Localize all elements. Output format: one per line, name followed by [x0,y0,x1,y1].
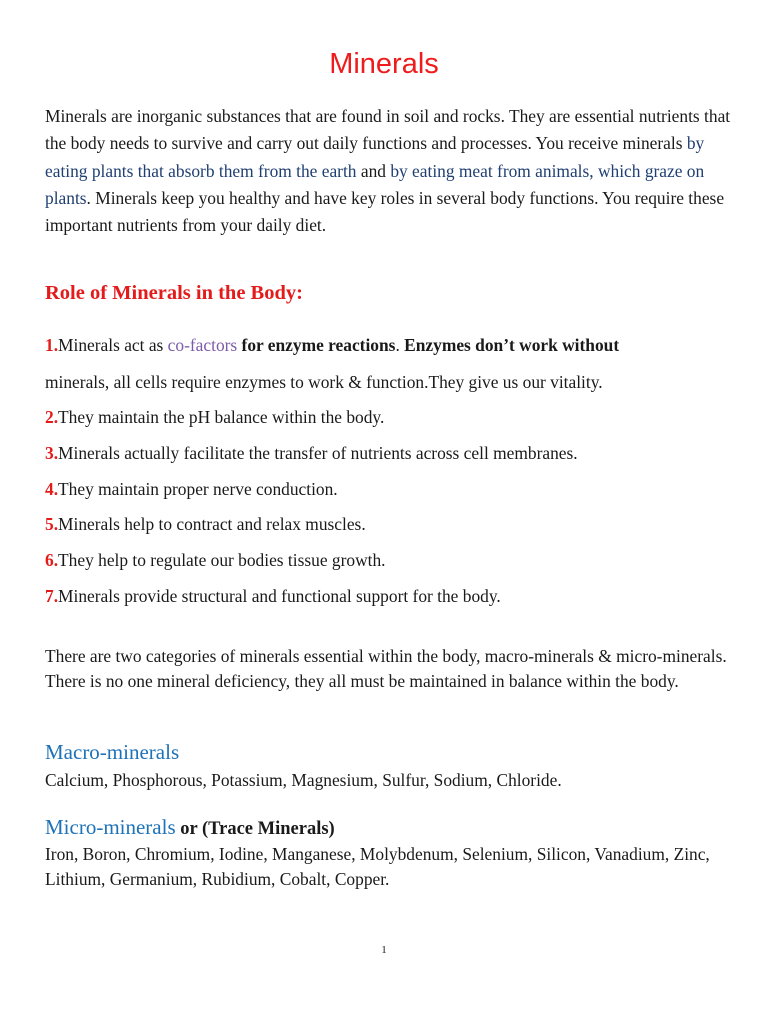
intro-text-2: and [356,160,391,181]
role-number: 6. [45,550,59,570]
role-text: Minerals help to contract and relax muscles. [58,514,366,534]
role-number: 3. [45,443,59,463]
role-number: 1. [45,335,59,355]
role-text: They maintain proper nerve conduction. [58,479,338,499]
role-text: They maintain the pH balance within the body. [58,407,385,427]
trace-minerals-label: or (Trace Minerals) [175,819,335,839]
role-text: Minerals actually facilitate the transfer of nutrients across cell membranes. [58,443,578,463]
macro-minerals-heading: Macro-minerals [45,740,180,764]
role-item-1 [45,335,735,356]
role-text: They help to regulate our bodies tissue growth. [58,550,386,570]
page-number: 1 [381,944,387,956]
role-number: 2. [45,407,59,427]
role-item-2 [45,407,735,428]
macro-minerals-list: Calcium, Phosphorous, Potassium, Magnesium, Sulfur, Sodium, Chloride. [45,770,562,790]
intro-text-3: . Minerals keep you healthy and have key roles in several body functions. You require these important nutrients from your daily diet. [45,187,725,236]
role-item-6 [45,550,735,571]
role-text: Minerals act as [58,335,168,355]
role-item-7 [45,586,735,607]
role-heading: Role of Minerals in the Body: [45,282,303,304]
role-item-3 [45,443,735,464]
page-title: Minerals [329,48,439,80]
intro-highlight-animals: by eating meat from animals, which graze on plants [45,160,705,208]
role-item-1-continued: minerals, all cells require enzymes to work & function.They give us our vitality. [45,372,603,392]
intro-paragraph [45,103,735,239]
cofactors-highlight: co-factors [167,335,238,355]
role-item-4 [45,479,735,500]
role-bold-text: Enzymes don’t work without [404,335,620,355]
categories-paragraph: There are two categories of minerals essential within the body, macro-minerals & micro-minerals. There is no one mineral deficiency, they all must be maintained in balance within the body. [45,646,727,691]
intro-highlight-plants: by eating plants that absorb them from the earth [45,133,705,181]
role-text: . [395,335,405,355]
role-item-5 [45,514,735,535]
role-text: Minerals provide structural and functional support for the body. [58,586,501,606]
role-number: 7. [45,586,59,606]
micro-minerals-list: Iron, Boron, Chromium, Iodine, Manganese, Molybdenum, Selenium, Silicon, Vanadium, Zinc, Lithium, Germanium, Rubidium, Cobalt, Copper. [45,844,710,889]
role-number: 5. [45,514,59,534]
role-number: 4. [45,479,59,499]
intro-text-1: Minerals are inorganic substances that are found in soil and rocks. They are essential nutrients that the body needs to survive and carry out daily functions and processes. You receive minerals [45,106,731,154]
micro-minerals-heading [45,815,335,840]
role-bold-text: for enzyme reactions [237,335,396,355]
micro-minerals-label: Micro-minerals [45,815,176,839]
